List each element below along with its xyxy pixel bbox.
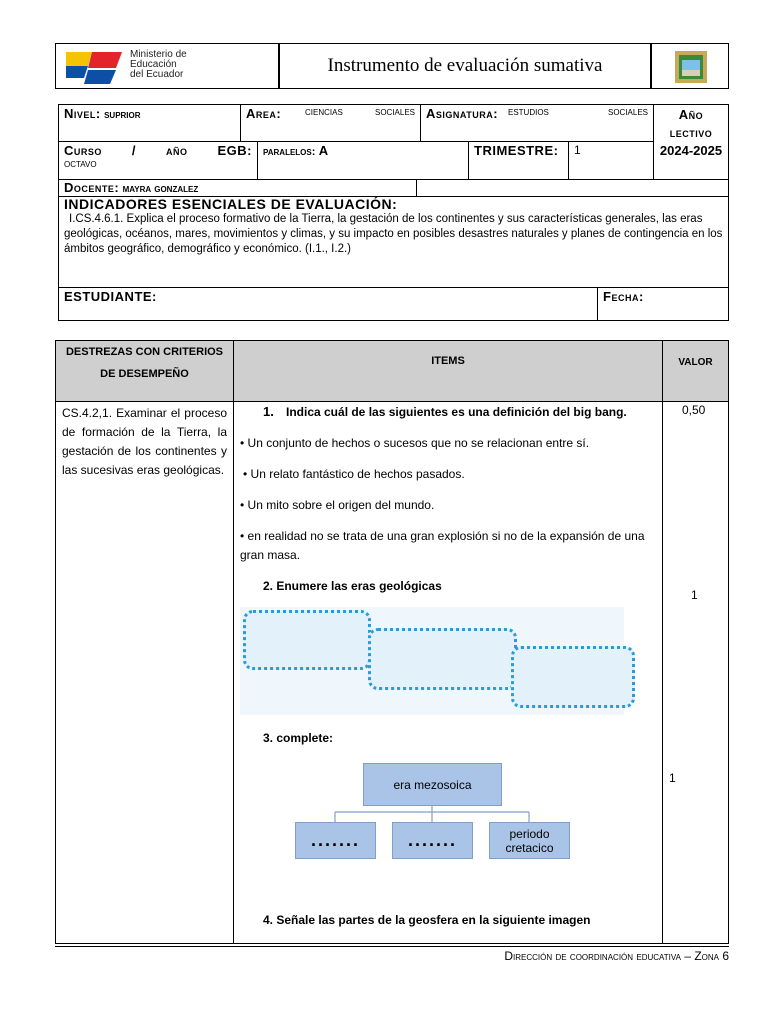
- school-crest-cell: [651, 43, 729, 89]
- fecha-cell[interactable]: [597, 287, 729, 321]
- era-box-2[interactable]: [368, 628, 517, 690]
- ministry-logo-cell: [55, 43, 279, 89]
- q1-option-3[interactable]: • Un mito sobre el origen del mundo.: [240, 498, 435, 512]
- valor-cell: [662, 401, 729, 944]
- tree-root: era mezosoica: [363, 763, 502, 806]
- trimestre-cell: [468, 141, 569, 180]
- valor-header: [662, 340, 729, 402]
- anio-label: Año lectivo: [669, 107, 713, 140]
- asignatura-label: Asignatura:: [426, 106, 499, 121]
- docente-value: mayra gonzalez: [122, 183, 199, 195]
- indicadores-label: INDICADORES ESENCIALES DE EVALUACIÓN:: [64, 196, 398, 212]
- area-cell: [240, 104, 421, 142]
- indicadores-text: I.CS.4.6.1. Explica el proceso formativo de la Tierra, la gestación de los continentes y sus características generales, las eras geológicas, océanos, mares, movimientos y climas, y su impacto en posibles desastres naturales y planes de contingencia en los ámbitos geográfico, demográfico y económico. (I.1., I.2.): [64, 213, 723, 255]
- items-header: [233, 340, 663, 402]
- paralelos-value: A: [318, 143, 329, 158]
- estudiante-label: ESTUDIANTE:: [64, 289, 157, 304]
- q4-text: 4. Señale las partes de la geosfera en la siguiente imagen: [263, 913, 591, 927]
- area-value: ciencias sociales: [305, 106, 415, 118]
- trimestre-label: TRIMESTRE:: [474, 143, 559, 158]
- trimestre-value: 1: [574, 143, 581, 157]
- curso-label: Curso / año EGB:: [64, 143, 252, 158]
- valor-header-text: VALOR: [678, 357, 713, 368]
- docente-cell: [58, 179, 417, 197]
- q1-number: 1.: [263, 404, 274, 419]
- ministry-line1: Ministerio de: [130, 49, 187, 60]
- nivel-cell: [58, 104, 241, 142]
- school-crest-icon: [674, 50, 708, 84]
- fecha-label: Fecha:: [603, 289, 644, 304]
- q1-text: Indica cuál de las siguientes es una definición del big bang.: [286, 405, 627, 419]
- q3-value: 1: [669, 771, 676, 785]
- nivel-value: suprior: [104, 109, 141, 121]
- tree-child-3: periodo cretacico: [489, 822, 570, 859]
- docente-label: Docente:: [64, 180, 120, 195]
- paralelos-label: paralelos:: [263, 146, 316, 158]
- tree-child-1[interactable]: .......: [295, 822, 376, 859]
- q3-text: 3. complete:: [263, 731, 334, 745]
- items-header-text: ITEMS: [431, 355, 465, 367]
- ministry-line3: del Ecuador: [130, 69, 184, 80]
- destrezas-header: [55, 340, 234, 402]
- paralelos-cell: [257, 141, 469, 180]
- era-box-3[interactable]: [511, 646, 635, 708]
- curso-value: octavo: [64, 158, 97, 170]
- tree-child-2[interactable]: .......: [392, 822, 473, 859]
- destreza-text: CS.4.2,1. Examinar el proceso de formación de la Tierra, la gestación de los continentes y las sucesivas eras geológicas.: [62, 406, 227, 477]
- anio-cell: [653, 104, 729, 180]
- q1-value: 0,50: [682, 403, 706, 417]
- q2-value: 1: [691, 588, 698, 602]
- q1-option-2[interactable]: • Un relato fantástico de hechos pasados.: [243, 467, 465, 481]
- ministry-line2: Educación: [130, 59, 177, 70]
- indicadores-cell: [58, 196, 729, 288]
- area-label: Area:: [246, 106, 282, 121]
- era-box-1[interactable]: [243, 610, 371, 670]
- destreza-cell: [55, 401, 234, 944]
- q2-text: 2. Enumere las eras geológicas: [263, 579, 442, 593]
- footer-text: Dirección de coordinación educativa – Zona 6: [504, 949, 729, 963]
- q1-option-1[interactable]: • Un conjunto de hechos o sucesos que no se relacionan entre sí.: [240, 436, 590, 450]
- trimestre-value-cell: [568, 141, 654, 180]
- asignatura-cell: [420, 104, 654, 142]
- docente-blank-cell: [416, 179, 729, 197]
- footer-divider: [55, 946, 729, 947]
- q1-option-4[interactable]: • en realidad no se trata de una gran explosión si no de la expansión de una gran masa.: [240, 529, 645, 562]
- curso-cell: [58, 141, 258, 180]
- nivel-label: Nivel:: [64, 106, 101, 121]
- ecuador-flag-logo: [64, 48, 124, 86]
- document-title: Instrumento de evaluación sumativa: [279, 43, 651, 89]
- estudiante-cell[interactable]: [58, 287, 598, 321]
- destrezas-header-text: DESTREZAS CON CRITERIOS DE DESEMPEÑO: [65, 346, 224, 380]
- asignatura-value: estudios sociales: [508, 106, 648, 118]
- anio-value: 2024-2025: [659, 143, 723, 158]
